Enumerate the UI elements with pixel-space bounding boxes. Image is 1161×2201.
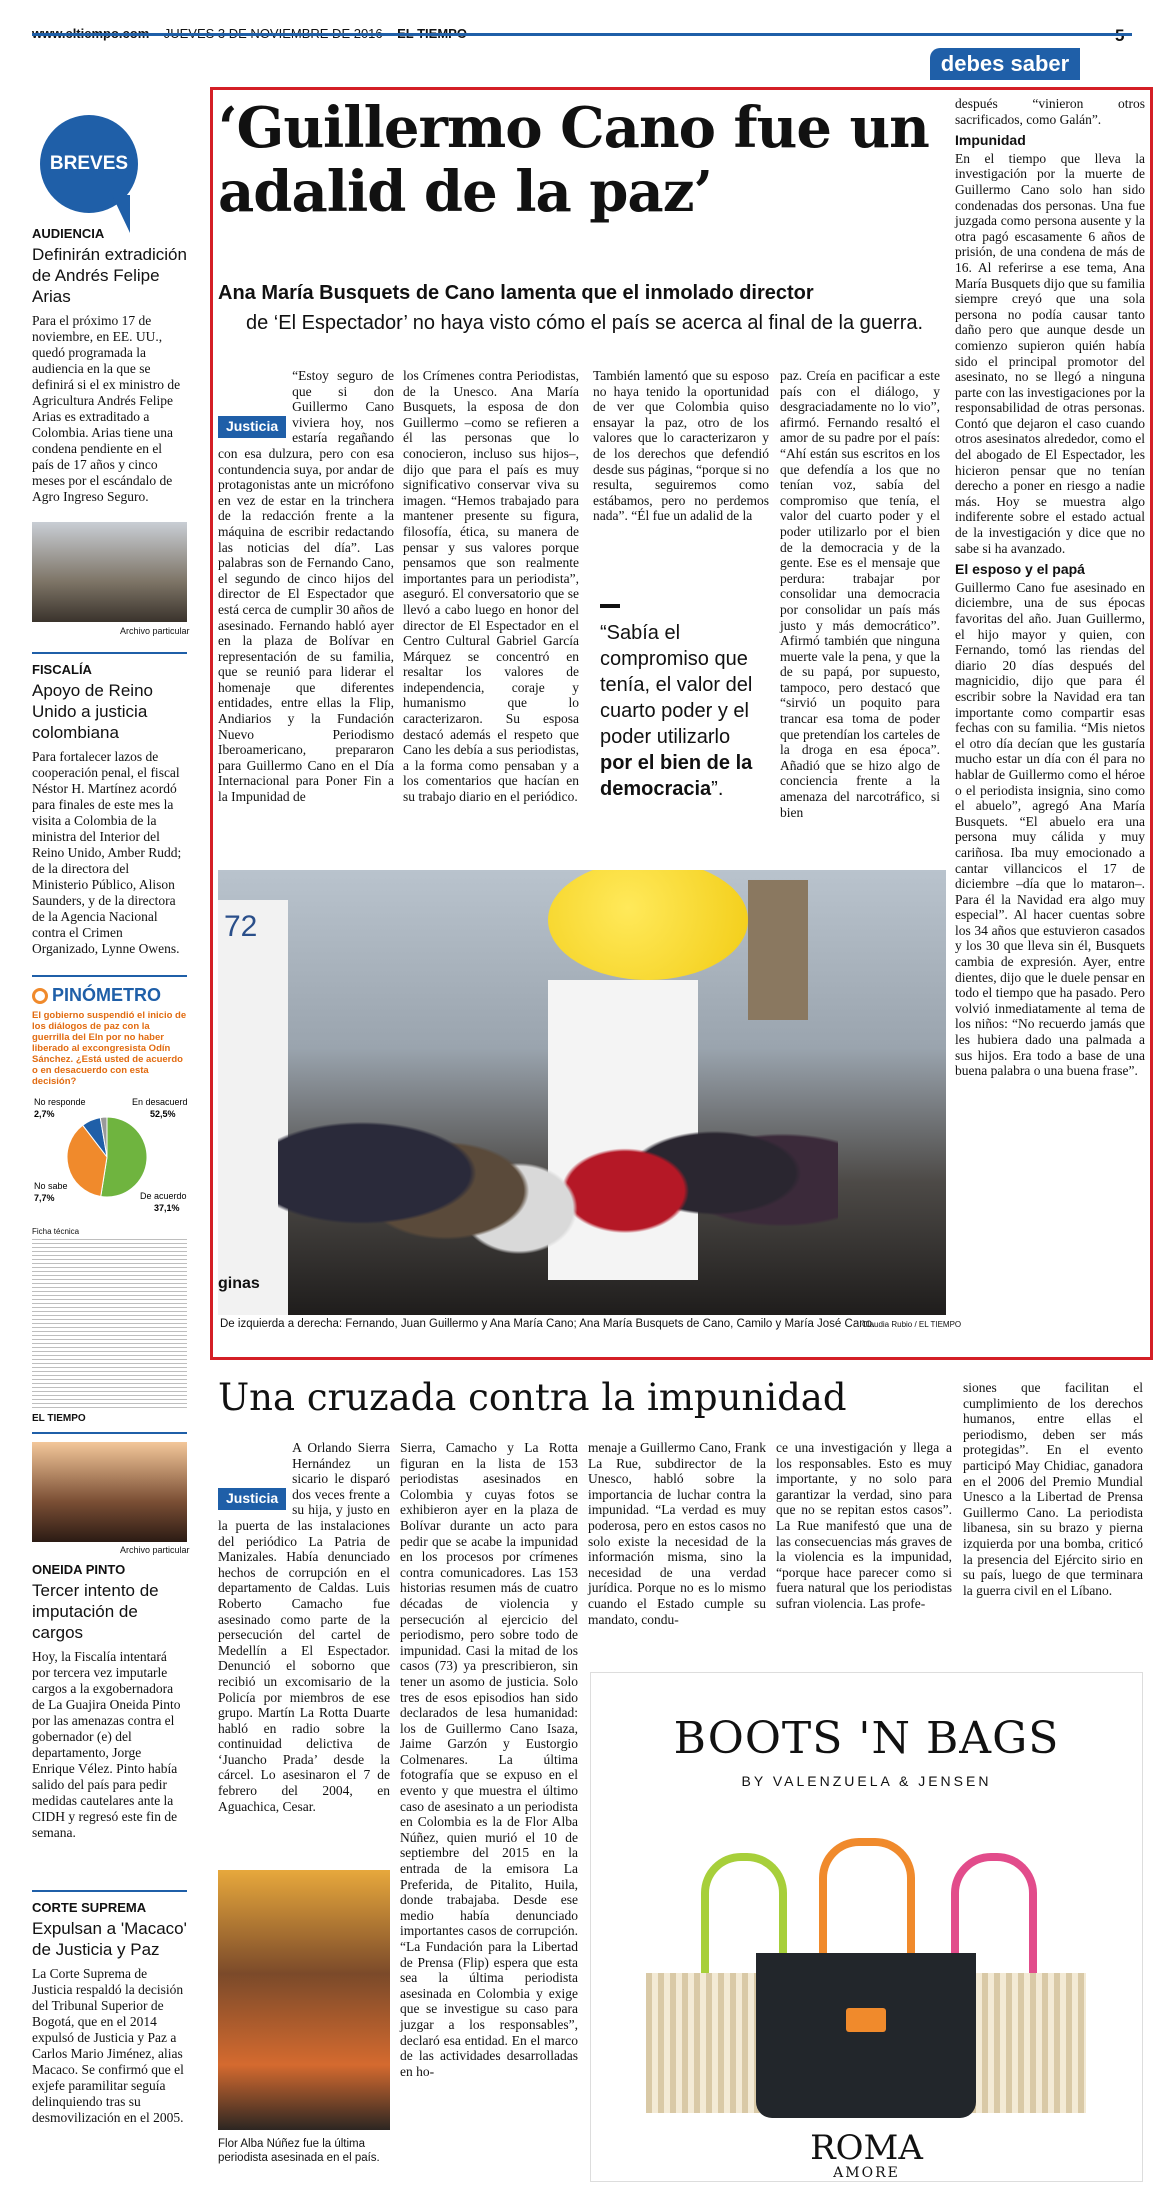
second-col-4: ce una investigación y llega a los responsables. Esto es muy importante, y no solo para garantizar la verdad, sino para que no se repitan estos casos”. La Rue manifestó que una de las consecuencias más graves de la violencia es la impunidad, “porque hace parecer como si fuera natural que los periodistas sufran violencia. Las profe- <box>776 1440 952 1611</box>
photo-sign-text: ginas <box>218 1275 260 1292</box>
main-deck-bold: Ana María Busquets de Cano lamenta que el inmolado director <box>218 282 814 304</box>
subhead-esposo: El esposo y el papá <box>955 561 1085 578</box>
pie-label-deacuerdo: De acuerdo <box>140 1191 187 1201</box>
pin-icon <box>32 988 48 1004</box>
bag-tag <box>846 2008 886 2032</box>
pinometro <box>32 985 187 1424</box>
section-tab: debes saber <box>930 48 1080 80</box>
pie-label-desacuerdo: En desacuerdo <box>132 1097 187 1107</box>
brief-kicker: FISCALÍA <box>32 662 92 677</box>
brief-body: Para el próximo 17 de noviembre, en EE. UU., quedó programada la audiencia en la que se definirá si el ex ministro de Agricultura Andrés Felipe Arias es extraditado a Colombia. Arias tiene una condena pendiente en el país de 17 años y cinco meses por el escándalo de Agro Ingreso Seguro. <box>32 313 181 504</box>
subhead-impunidad: Impunidad <box>955 132 1026 149</box>
brief-body: Para fortalecer lazos de cooperación penal, el fiscal Néstor H. Martínez acordó para finales de este mes la visita a Colombia de la ministra del Interior del Reino Unido, Amber Rudd; de la directora del Ministerio Público, Alison Saunders, y de la directora de la Agencia Nacional contra el Crimen Organizado, Lynne Owens. <box>32 749 182 956</box>
pinometro-title: PINÓMETRO <box>52 985 162 1005</box>
photo-sign-number: 72 <box>224 910 258 943</box>
section-tag: Justicia <box>218 1488 286 1510</box>
brief-body: La Corte Suprema de Justicia respaldó la decisión del Tribunal Superior de Bogotá, que en el 2014 expulsó de Justicia y Paz a Carlos Mario Jiménez, alias Macaco. Se confirmó que el exjefe paramilitar seguía delinquiendo tras su desmovilización en el 2005. <box>32 1966 184 2125</box>
ad-byline: BY VALENZUELA & JENSEN <box>741 1773 992 1789</box>
ad-product-sub: AMORE <box>833 2165 900 2181</box>
main-deck: de ‘El Espectador’ no haya visto cómo el país se acerca al final de la guerra. <box>246 312 924 334</box>
pinometro-brand: EL TIEMPO <box>32 1413 86 1424</box>
brief-photo-arias <box>32 522 187 622</box>
ad-product: ROMA <box>810 2128 923 2168</box>
sidebar-rule <box>32 1890 187 1892</box>
second-headline: Una cruzada contra la impunidad <box>218 1376 847 1419</box>
sidebar-rule <box>32 975 187 977</box>
second-col-1: Justicia A Orlando Sierra Hernández un sicario le disparó dos veces frente a su hija, y justo en la puerta de las instalaciones del periódico La Patria de Manizales. Había denunciado hechos de corrupción en el departamento de Caldas. Luis Roberto Camacho fue asesinado como parte de la persecución del cartel de Medellín a El Espectador. Denunció el soborno que recibió un excomisario de la Policía por miembros de ese grupo. Martín La Rotta Duarte habló en radio sobre la continuidad delictiva de ‘Juancho Prada’ desde la cárcel. Lo asesinaron el 7 de febrero del 2004, en Aguachica, Cesar. <box>218 1440 390 1814</box>
breves-badge: BREVES <box>40 115 138 213</box>
pie-slice-0 <box>101 1117 147 1197</box>
second-col-3: menaje a Guillermo Cano, Frank La Rue, subdirector de la Unesco, habló sobre la importancia de luchar contra la impunidad. “La verdad es muy poderosa, pero en estos casos no solo existe la necesidad de la información misma, sino la necesidad de una verdad jurídica. Porque no es lo mismo cuando el Estado cumple su mandato, condu- <box>588 1440 766 1627</box>
page-number <box>1115 26 1124 46</box>
brief-kicker: AUDIENCIA <box>32 226 105 241</box>
main-col-1: Justicia “Estoy seguro de que si don Guillermo Cano viviera hoy, nos estaría regañando con esa dulzura, pero con esa contundencia suya, por andar de protagonistas ante un micrófono en vez de estar en la trinchera de la redacción frente a la máquina de escribir redactando las noticias del día”. Las palabras son de Fernando Cano, el segundo de cinco hijos del director de El Espectador que está cerca de cumplir 30 años de asesinado. Fernando habló ayer en la plaza de Bolívar en representación de su familia, que se reunió para liderar el homenaje que diferentes entidades, entre ellas la Flip, Andiarios y la Fundación Nuevo Periodismo Iberoamericano, prepararon para Guillermo Cano en el Día Internacional para Poner Fin a la Impunidad de <box>218 368 394 805</box>
advertisement[interactable] <box>590 1672 1143 2182</box>
ficha-tecnica: Ficha técnica <box>32 1227 80 1236</box>
brief-audiencia <box>32 226 187 505</box>
bag-body-front <box>756 1953 976 2118</box>
pinometro-pie <box>32 1091 187 1221</box>
sidebar-rule <box>32 652 187 654</box>
main-col-5: después “vinieron otros sacrificados, como Galán”. Impunidad En el tiempo que lleva la investigación por la muerte de Guillermo Cano solo han sido condenadas dos personas. Una fue juzgada como persona ausente y la otra pagó escasamente 6 años de prisión, de una condena de más de 16. Al referirse a ese tema, Ana María Busquets dijo que su familia siempre creyó que una sola persona no podía causar tanto daño pero que aunque desde un comienzo supieron quién había sido el principal promotor del asesinato, no se llegó a ninguna parte con las investigaciones por la responsabilidad de otras personas. Contó que dejaron el caso cuando otros asesinatos alrededor, como el del abogado de El Espectador, les hicieron pensar que no tenían derecho a poner en riesgo a nadie más. Hoy se muestra algo indiferente sobre el estado actual de la investigación y dice que no sabe si ha avanzado. El esposo y el papá Guillermo Cano fue asesinado en diciembre, una de sus épocas favoritas del año. Juan Guillermo, el hijo mayor y quien, con Fernando, tomó las riendas del diario 20 días después del magnicidio, dijo que para él escribir sobre la Navidad era tan importante como compartir esas fechas con su familia. “Mis nietos el otro día decían que les gustaría mucho estar un día con él para no hablar de Guillermo como el héroe o el periodista insignia, sino como el abuelo”, agregó Ana María Busquets. “El abuelo era una persona muy cálida y muy cariñosa. Iba muy emocionado a cantar villancicos el 17 de diciembre –día que lo mataron–. Para él la Navidad era algo muy especial”. Al hacer cuentas sobre los 34 años que estuvieron casados y los 30 que lleva sin él, Busquets cambia de expresión. Ayer, entre dientes, dijo que le duele pensar en todo el tiempo que ha pasado. Pero volvió inmediatamente al tema de los niños: “No recuerdo jamás que les hubiera dado una palmada a sus hijos. Era todo a base de una buena palabra o una buena frase”. <box>955 96 1145 1079</box>
brief-body: Hoy, la Fiscalía intentará por tercera vez imputarle cargos a la exgobernadora de La Guajira Oneida Pinto por las amenazas contra el gobernador (e) del departamento, Jorge Enrique Vélez. Pinto había salido del país para pedir medidas cautelares ante la CIDH y regresó este fin de semana. <box>32 1649 181 1840</box>
main-col-2: los Crímenes contra Periodistas, de la Unesco. Ana María Busquets, la esposa de don Guillermo –como se refieren a él las personas que lo conocieron, incluso sus hijos–, dijo que para el país es muy significativo conservar viva su imagen. “Hemos trabajado para mantener presente su figura, filosofía, ética, su manera de pensar y sus valores porque pensamos que son realmente importantes para un periodista”, aseguró. El conversatorio que se llevó a cabo luego en honor del director de El Espectador en el Centro Cultural Gabriel García Márquez se concentró en resaltar los valores de independencia, coraje y humanismo que lo caracterizaron. Su esposa destacó además el respeto que Cano les debía a sus periodistas, a la forma como pensaban y a los comentarios que hacían en su trabajo diario en el periódico. <box>403 368 579 805</box>
sidebar-rule <box>32 1432 187 1434</box>
main-col-3: También lamentó que su esposo no haya tenido la oportunidad de ver que Colombia quiso ensayar la paz, otro de los valores que lo caracterizaron y de los derechos que defendió desde sus páginas, “porque si no resulta, seguiremos como estábamos, pero no perdemos nada”. “Él fue un adalid de la <box>593 368 769 524</box>
second-col-5: siones que facilitan el cumplimiento de los derechos humanos, entre ellas el periodismo, deben ser más protegidas”. En el evento participó May Chidiac, ganadora en el 2006 del Premio Mundial Unesco a la Libertad de Prensa Guillermo Cano. La periodista libanesa, sin su brazo y pierna izquierda por una bomba, criticó la presencia del Ejército sirio en su país, luego de que terminara la guerra civil en el Líbano. <box>963 1380 1143 1598</box>
people-group <box>278 960 838 1315</box>
main-photo-credit: Claudia Rubio / EL TIEMPO <box>862 1320 962 1329</box>
brief-photo-pinto <box>32 1442 187 1542</box>
brief-title: Definirán extradición de Andrés Felipe Arias <box>32 245 187 306</box>
header-rule <box>32 33 1132 36</box>
pinometro-question: El gobierno suspendió el inicio de los diálogos de paz con la guerrilla del Eln por no haber liberado al excongresista Odín Sánchez. ¿Está usted de acuerdo o en desacuerdo con esta decisión? <box>32 1010 187 1087</box>
section-tag: Justicia <box>218 416 286 438</box>
second-photo-caption: Flor Alba Núñez fue la última periodista asesinada en el país. <box>218 2138 380 2164</box>
brief-title: Tercer intento de imputación de cargos <box>32 1581 159 1642</box>
pullquote-mark <box>600 604 620 608</box>
pie-value-deacuerdo: 37,1% <box>154 1203 180 1213</box>
pie-label-noresponde: No responde <box>34 1097 86 1107</box>
brief-kicker: CORTE SUPREMA <box>32 1900 147 1915</box>
brief-title: Apoyo de Reino Unido a justicia colombiana <box>32 681 153 742</box>
second-col-2: Sierra, Camacho y La Rotta figuran en la lista de 153 periodistas asesinados en Colombia y cuyas fotos se exhibieron ayer en la plaza de Bolívar durante un acto para pedir que se acabe la impunidad en los procesos por crímenes contra comunicadores. Las 153 historias resumen más de cuatro décadas de violencia y persecución al ejercicio del periodismo, pero sobre todo de impunidad. Casi la mitad de los casos (73) ya prescribieron, sin tener un asomo de justicia. Solo tres de esos episodios han sido declarados de lesa humanidad: los de Guillermo Cano Isaza, Jaime Garzón y Eustorgio Colmenares. La última fotografía que se expuso en el evento y que muestra el último caso de asesinato a un periodista en Colombia es la de Flor Alba Núñez, quien murió el 10 de septiembre del 2015 en la entrada de la emisora La Preferida, de Pitalito, Huila, donde trabajaba. Desde ese medio había denunciado importantes casos de corrupción. “La Fundación para la Libertad de Prensa (Flip) espera que esta sea la última periodista asesinada en Colombia y exige que se investigue su caso para juzgar a los responsables”, declaró esa entidad. En el marco de las actividades desarrolladas en ho- <box>400 1440 578 2079</box>
photo-credit: Archivo particular <box>120 1545 190 1555</box>
pie-label-nosabe: No sabe <box>34 1181 68 1191</box>
brief-kicker: ONEIDA PINTO <box>32 1562 126 1577</box>
brief-fiscalia <box>32 662 187 957</box>
main-photo <box>218 870 946 1315</box>
main-headline: ‘Guillermo Cano fue un adalid de la paz’ <box>218 95 929 225</box>
ad-brand: BOOTS 'N BAGS <box>673 1713 1060 1764</box>
pie-value-nosabe: 7,7% <box>34 1193 55 1203</box>
ficha-fineprint <box>32 1239 187 1409</box>
pie-value-desacuerdo: 52,5% <box>150 1109 176 1119</box>
photo-credit: Archivo particular <box>120 626 190 636</box>
brief-corte-suprema <box>32 1900 187 2126</box>
pullquote: “Sabía el compromiso que tenía, el valor del cuarto poder y el poder utilizarlo por el bien de la democracia”. <box>600 622 753 800</box>
brief-title: Expulsan a 'Macaco' de Justicia y Paz <box>32 1919 187 1959</box>
second-photo <box>218 1870 390 2130</box>
brief-oneida-pinto <box>32 1562 187 1841</box>
main-col-4: paz. Creía en pacificar a este país con el diálogo, y desgraciadamente no lo vio”, afirmó. Fernando resaltó el amor de su padre por el país: “Ahí están sus escritos en los que defendía a los que no tenían voz, sabía del compromiso que tenía, el valor del cuarto poder y el poder utilizarlo por el bien de la democracia y de la gente. Ese es el mensaje que perdura: trabajar por consolidar una democracia por consolidar un país más justo y más democrático”. Afirmó también que ninguna muerte vale la pena, y que la de su papá, por supuesto, tampoco, pero destacó que “sirvió un poquito para trancar esa toma de poder que pretendían los carteles de la droga en esa época”. Añadió que se hizo algo de conciencia frente a la amenaza del narcotráfico, si bien <box>780 368 940 820</box>
pie-value-noresponde: 2,7% <box>34 1109 55 1119</box>
main-photo-caption: De izquierda a derecha: Fernando, Juan Guillermo y Ana María Cano; Ana María Busquets de Cano, Camilo y María José Cano. <box>220 1318 876 1330</box>
